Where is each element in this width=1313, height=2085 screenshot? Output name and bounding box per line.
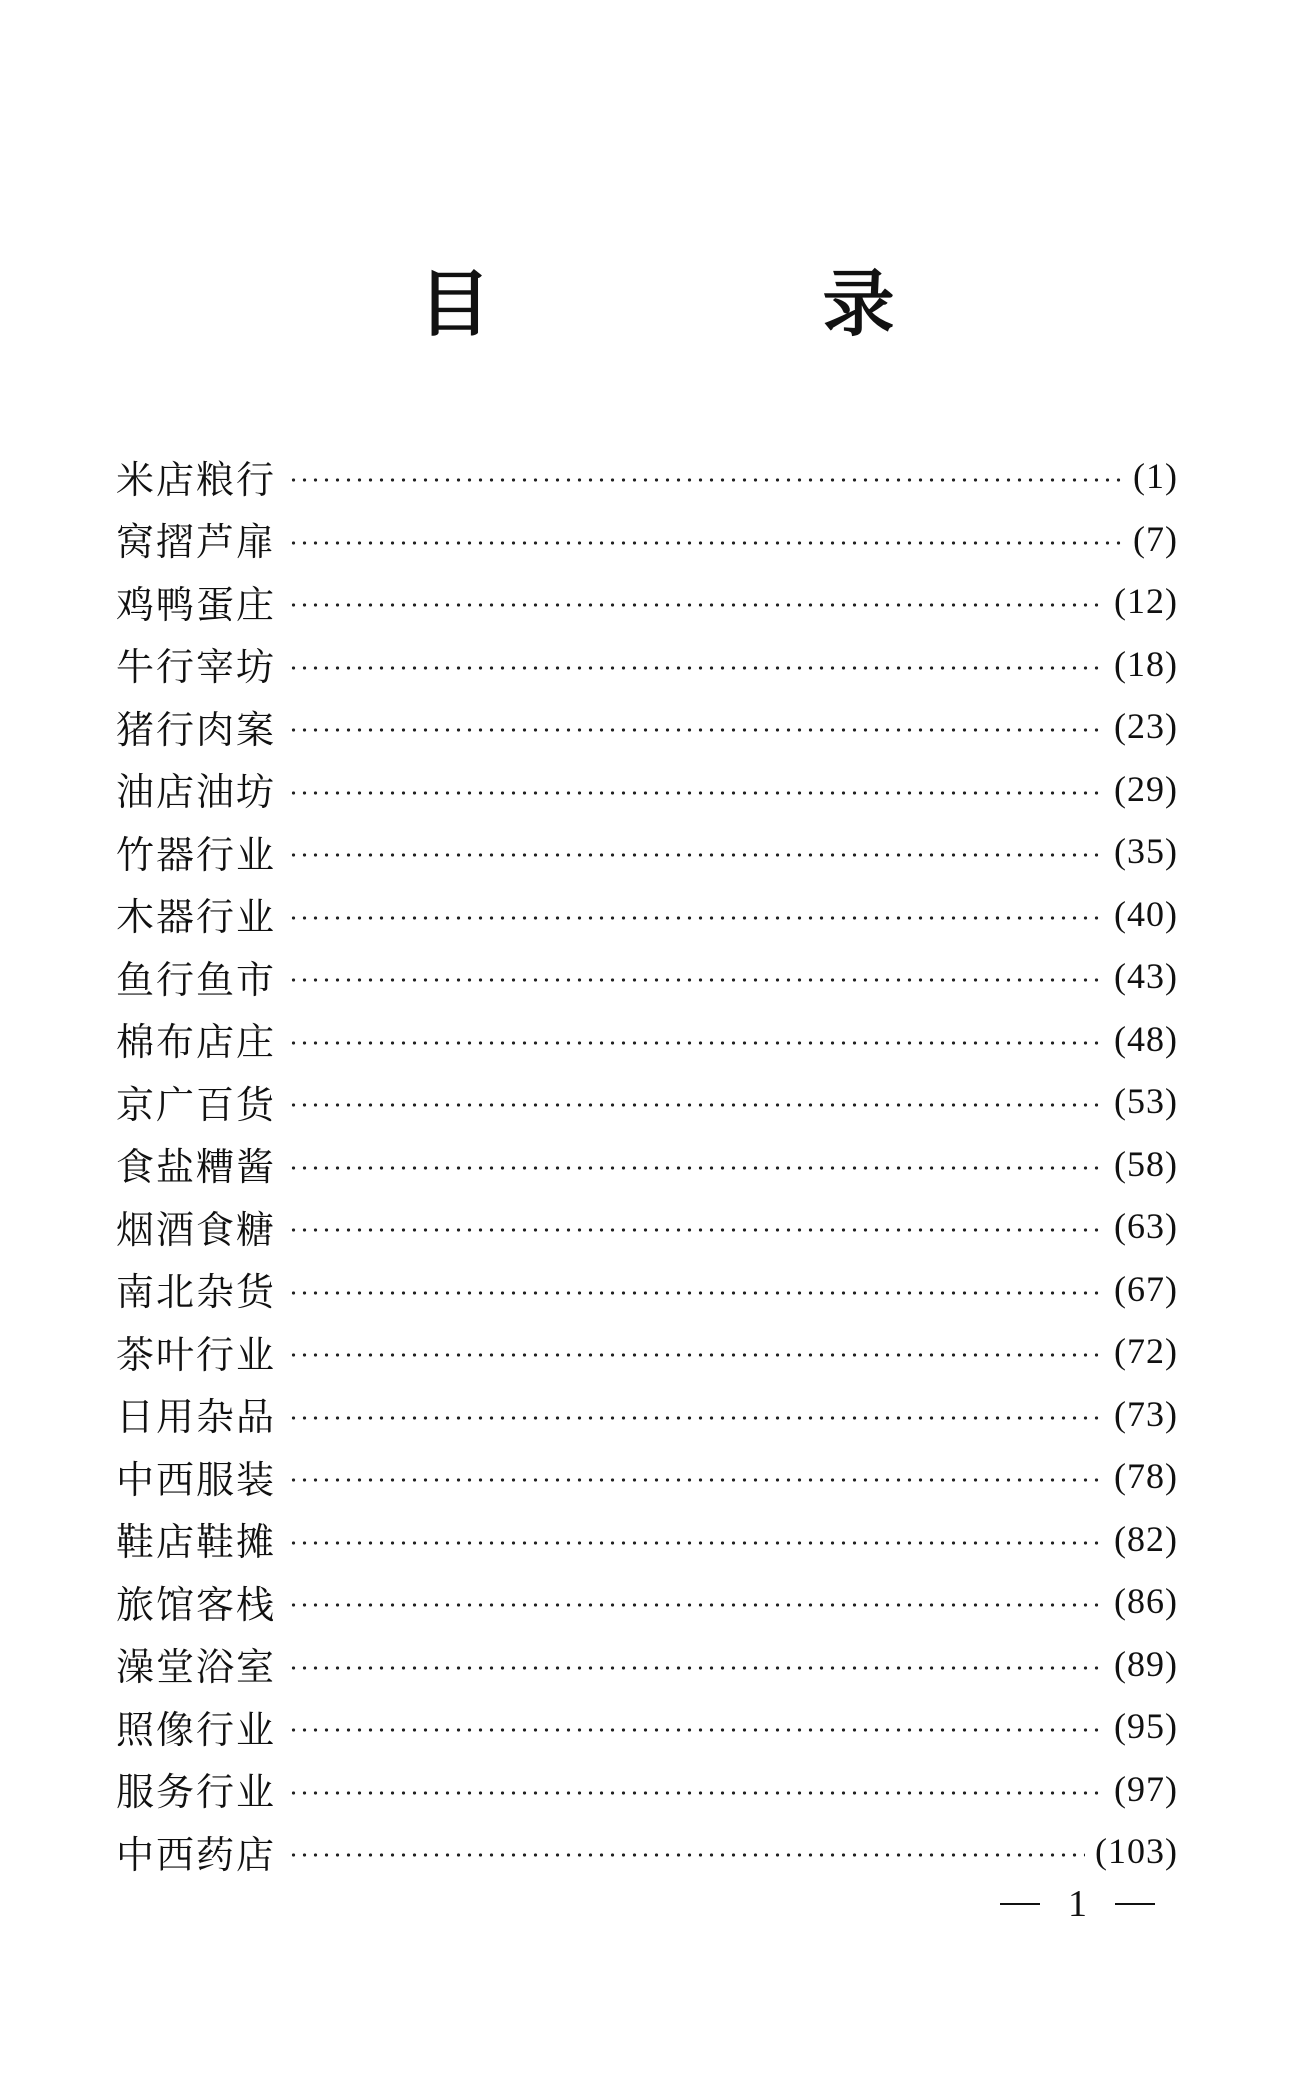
dot-leader [288, 541, 1123, 545]
toc-entry-page: (40) [1114, 893, 1178, 934]
folio-dash-right [1115, 1903, 1155, 1905]
dot-leader [288, 791, 1104, 795]
toc-entry[interactable] [116, 758, 1178, 821]
toc-entry[interactable] [116, 820, 1178, 883]
dot-leader [288, 916, 1104, 920]
toc-entry-page: (82) [1114, 1518, 1178, 1559]
toc-entry-title: 京广百货 [116, 1082, 277, 1127]
toc-entry[interactable] [116, 945, 1178, 1008]
dot-leader [288, 666, 1104, 670]
dot-leader [288, 1728, 1104, 1732]
toc-entry[interactable] [116, 445, 1178, 508]
toc-entry-page: (86) [1114, 1581, 1178, 1622]
toc-entry[interactable] [116, 1820, 1178, 1883]
dot-leader [288, 728, 1104, 732]
toc-entry-page: (29) [1114, 768, 1178, 809]
dot-leader [288, 1103, 1104, 1107]
toc-entry-title: 旅馆客栈 [116, 1582, 277, 1627]
toc-entry-title: 木器行业 [116, 895, 277, 940]
page-title: 目 录 [418, 262, 1025, 346]
toc-entry-page: (23) [1114, 706, 1178, 747]
page-number [1000, 1882, 1155, 1926]
toc-entry[interactable] [116, 1070, 1178, 1133]
toc-entry-page: (48) [1114, 1018, 1178, 1059]
toc-entry-title: 鞋店鞋摊 [116, 1520, 277, 1565]
toc-entry-title: 烟酒食糖 [116, 1207, 277, 1252]
toc-entry-page: (89) [1114, 1643, 1178, 1684]
toc-entry-page: (43) [1114, 956, 1178, 997]
toc-entry-title: 澡堂浴室 [116, 1645, 277, 1690]
toc-entry[interactable] [116, 1445, 1178, 1508]
toc-entry-page: (103) [1095, 1831, 1178, 1872]
toc-entry-page: (63) [1114, 1206, 1178, 1247]
toc-entry[interactable] [116, 883, 1178, 946]
toc-entry-page: (7) [1133, 518, 1178, 559]
dot-leader [288, 1166, 1104, 1170]
toc-entry-page: (53) [1114, 1081, 1178, 1122]
toc-entry[interactable] [116, 1008, 1178, 1071]
toc-entry[interactable] [116, 1508, 1178, 1571]
toc-entry-page: (58) [1114, 1143, 1178, 1184]
toc-entry-title: 牛行宰坊 [116, 645, 277, 690]
toc-entry-title: 服务行业 [116, 1770, 277, 1815]
dot-leader [288, 1791, 1104, 1795]
toc-entry-title: 猪行肉案 [116, 707, 277, 752]
toc-entry-title: 窝摺芦扉 [116, 520, 277, 565]
toc-entry[interactable] [116, 1383, 1178, 1446]
page-number-value: 1 [1068, 1883, 1087, 1925]
toc-entry[interactable] [116, 1258, 1178, 1321]
toc-entry[interactable] [116, 1758, 1178, 1821]
dot-leader [288, 1603, 1104, 1607]
toc-entry-title: 中西药店 [116, 1832, 277, 1877]
dot-leader [288, 1666, 1104, 1670]
toc-entry[interactable] [116, 1633, 1178, 1696]
dot-leader [288, 1478, 1104, 1482]
toc-entry-title: 食盐糟酱 [116, 1145, 277, 1190]
toc-entry[interactable] [116, 695, 1178, 758]
dot-leader [288, 1291, 1104, 1295]
toc-entry[interactable] [116, 633, 1178, 696]
toc-entry[interactable] [116, 508, 1178, 571]
toc-entry-title: 照像行业 [116, 1707, 277, 1752]
dot-leader [288, 1416, 1104, 1420]
dot-leader [288, 853, 1104, 857]
dot-leader [288, 478, 1123, 482]
dot-leader [288, 1228, 1104, 1232]
toc-entry-page: (78) [1114, 1456, 1178, 1497]
dot-leader [288, 1541, 1104, 1545]
toc-entry[interactable] [116, 1133, 1178, 1196]
toc-entry-title: 棉布店庄 [116, 1020, 277, 1065]
toc-entry-title: 鸡鸭蛋庄 [116, 582, 277, 627]
toc-entry-page: (97) [1114, 1768, 1178, 1809]
toc-entry[interactable] [116, 1570, 1178, 1633]
toc-entry-title: 中西服装 [116, 1457, 277, 1502]
toc-entry-title: 油店油坊 [116, 770, 277, 815]
folio-dash-left [1000, 1903, 1040, 1905]
dot-leader [288, 1353, 1104, 1357]
toc-entry-title: 南北杂货 [116, 1270, 277, 1315]
toc-entry-page: (72) [1114, 1331, 1178, 1372]
toc-entry-page: (18) [1114, 643, 1178, 684]
toc-entry[interactable] [116, 1695, 1178, 1758]
toc-entry-title: 日用杂品 [116, 1395, 277, 1440]
toc-entry-title: 茶叶行业 [116, 1332, 277, 1377]
toc-entry-title: 米店粮行 [116, 457, 277, 502]
toc-entry[interactable] [116, 1195, 1178, 1258]
toc-entry-page: (95) [1114, 1706, 1178, 1747]
dot-leader [288, 1853, 1085, 1857]
toc-entry-title: 竹器行业 [116, 832, 277, 877]
toc-entry-page: (67) [1114, 1268, 1178, 1309]
dot-leader [288, 1041, 1104, 1045]
dot-leader [288, 603, 1104, 607]
table-of-contents [116, 445, 1178, 1883]
dot-leader [288, 978, 1104, 982]
toc-entry[interactable] [116, 570, 1178, 633]
toc-entry-page: (12) [1114, 581, 1178, 622]
toc-entry-title: 鱼行鱼市 [116, 957, 277, 1002]
toc-entry-page: (35) [1114, 831, 1178, 872]
toc-entry-page: (73) [1114, 1393, 1178, 1434]
toc-entry[interactable] [116, 1320, 1178, 1383]
toc-entry-page: (1) [1133, 456, 1178, 497]
